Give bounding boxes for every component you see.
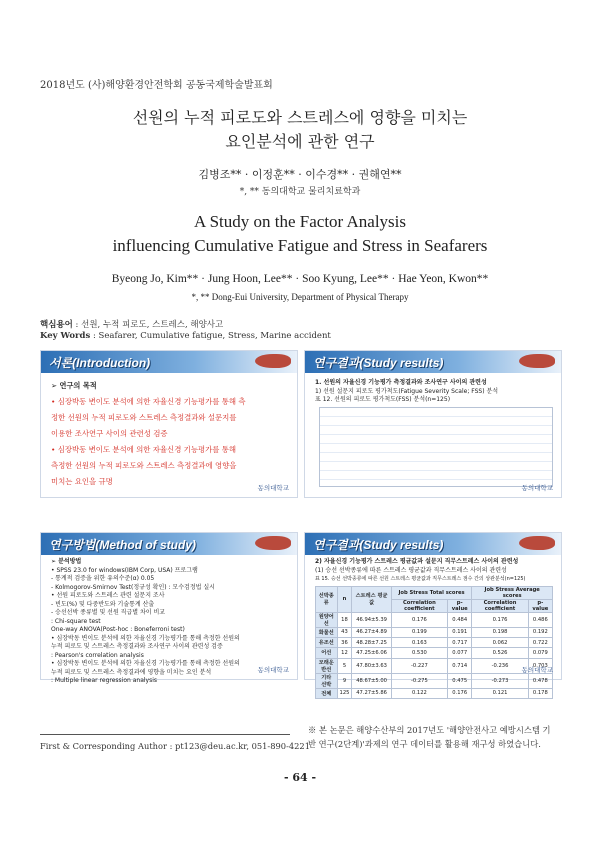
table-cell: 0.703: [528, 658, 552, 673]
method-line: ➢ 분석방법: [51, 558, 82, 565]
corresponding-author: First & Corresponding Author : pt123@deu.ac.kr, 051-890-4221: [40, 741, 310, 751]
table-row: [316, 627, 553, 637]
method-line: 누적 피로도 및 스트레스 측정결과와 조사연구 사이의 관련성 검증: [51, 643, 223, 650]
table-header: n: [337, 586, 352, 612]
table-cell: 0.198: [472, 627, 528, 637]
table-cell: 125: [337, 688, 352, 698]
intro-line: 미치는 요인을 규명: [51, 477, 113, 486]
fish-icon: [255, 354, 291, 368]
table-cell: 0.526: [472, 648, 528, 658]
table-cell: 48.67±5.00: [352, 673, 391, 688]
table-cell: 0.062: [472, 637, 528, 647]
method-line: One-way ANOVA(Post-hoc : Boneferroni test): [51, 626, 185, 633]
table-cell: 유조선: [316, 637, 338, 647]
method-line: - Kolmogorov-Smirnov Test(정규성 확인) : 모수검정법 실시: [51, 583, 215, 591]
intro-line: • 심장박동 변이도 분석에 의한 자율신경 기능평가를 통해: [51, 445, 237, 454]
table-cell: 48.28±7.25: [352, 637, 391, 647]
table-cell: 36: [337, 637, 352, 647]
table-row: [316, 673, 553, 688]
table-cell: 5: [337, 658, 352, 673]
table-cell: -0.236: [472, 658, 528, 673]
english-affiliation: *, ** Dong-Eui University, Department of Physical Therapy: [191, 292, 409, 302]
intro-line: 측정한 선원의 누적 피로도와 스트레스 측정결과에 영향을: [51, 461, 237, 470]
table-cell: 0.122: [391, 688, 447, 698]
method-line: : Multiple linear regression analysis: [51, 677, 158, 684]
method-line: - 빈도(%) 및 다중반도와 기술통계 산출: [51, 600, 155, 608]
funding-note: ※ 본 논문은 해양수산부의 2017년도 '해양안전사고 예방시스템 기반 연구(2단계)'과제의 연구 데이터를 활용해 재구성 하였습니다.: [308, 725, 551, 749]
slide-results-2: [304, 532, 562, 697]
table-subheader: Correlation coefficient: [391, 599, 447, 612]
slide-heading: ➢ 연구의 목적: [51, 381, 97, 390]
results2-line1: 2) 자율신경 기능평가 스트레스 평균값과 설문지 직무스트레스 사이의 관련성: [315, 558, 519, 565]
table-cell: 0.176: [391, 612, 447, 627]
table-cell: 0.484: [448, 612, 472, 627]
table-subheader: Correlation coefficient: [472, 599, 528, 612]
korean-title-line2: 요인분석에 관한 연구: [225, 132, 375, 151]
results2-line2: (1) 승선 선박종류에 따른 스트레스 평균값과 직무스트레스 사이의 관련성: [315, 566, 507, 574]
english-title-line2: influencing Cumulative Fatigue and Stress in Seafarers: [112, 236, 488, 255]
table-cell: 46.27±4.89: [352, 627, 391, 637]
table-cell: 0.178: [528, 688, 552, 698]
table-cell: 0.478: [528, 673, 552, 688]
table-cell: 0.077: [448, 648, 472, 658]
university-logo: 동의대학교: [521, 667, 553, 674]
table-cell: 0.530: [391, 648, 447, 658]
table-cell: 0.714: [448, 658, 472, 673]
table-header: 선박종류: [316, 586, 338, 612]
table-header-row: [316, 586, 553, 599]
fss-table: [319, 407, 553, 487]
table-cell: 12: [337, 648, 352, 658]
table-cell: 0.722: [528, 637, 552, 647]
table-cell: 0.163: [391, 637, 447, 647]
fish-icon: [519, 536, 555, 550]
table-cell: 어선: [316, 648, 338, 658]
keywords-ko-label: 핵심용어: [40, 320, 73, 330]
table-cell: -0.275: [391, 673, 447, 688]
slide-title: 연구방법(Method of study): [49, 538, 197, 552]
university-logo: 동의대학교: [257, 667, 289, 674]
table-row: [316, 637, 553, 647]
page-number: - 64 -: [283, 771, 317, 784]
table-cell: 47.25±6.06: [352, 648, 391, 658]
table-cell: 0.079: [528, 648, 552, 658]
table-cell: 0.121: [472, 688, 528, 698]
table-cell: 원양어선: [316, 612, 338, 627]
slide-body: [51, 558, 291, 686]
results1-line2: 1) 선원 설문지 피로도 평가척도(Fatigue Severity Scale; FSS) 분석: [315, 387, 499, 395]
keywords-en-label: Key Words: [40, 331, 91, 341]
slide-introduction: [40, 350, 298, 498]
table-header: Job Stress Total scores: [391, 586, 472, 599]
method-line: • 심장박동 변이도 분석에 의한 자율신경 기능평가를 통해 측정한 선원의: [51, 660, 240, 667]
table-cell: 43: [337, 627, 352, 637]
method-line: : Chi-square test: [51, 617, 101, 625]
method-line: : Pearson's correlation analysis: [51, 651, 144, 659]
keywords-en-text: : Seafarer, Cumulative fatigue, Stress, Marine accident: [90, 331, 331, 341]
table-cell: 46.94±5.39: [352, 612, 391, 627]
table-cell: 기타 선박: [316, 673, 338, 688]
table-header: Job Stress Average scores: [472, 586, 553, 599]
university-logo: 동의대학교: [521, 485, 553, 492]
table-row: [316, 658, 553, 673]
footnote-divider: [40, 734, 290, 735]
table-cell: 0.176: [472, 612, 528, 627]
intro-line: 정한 선원의 누적 피로도와 스트레스 측정결과와 설문지를: [51, 413, 237, 422]
slide-body: [51, 381, 291, 490]
table-cell: 0.192: [528, 627, 552, 637]
method-line: • 심장박동 변이도 분석에 의한 자율신경 기능평가를 통해 측정한 선원의: [51, 634, 240, 642]
conference-header: 2018년도 (사)해양환경안전학회 공동국제학술발표회: [40, 80, 273, 91]
table-subheader: p-value: [448, 599, 472, 612]
table-cell: 47.80±3.63: [352, 658, 391, 673]
keywords-ko-text: : 선원, 누적 피로도, 스트레스, 해양사고: [72, 320, 224, 330]
method-line: • SPSS 23.0 for windows(IBM Corp, USA) 프로그램: [51, 566, 198, 574]
table-cell: 0.486: [528, 612, 552, 627]
fish-icon: [519, 354, 555, 368]
university-logo: 동의대학교: [257, 485, 289, 492]
table-row: [316, 688, 553, 698]
stress-correlation-table: [315, 586, 553, 700]
slide-title: 연구결과(Study results): [313, 538, 444, 552]
table-row: [316, 612, 553, 627]
table-row: [316, 648, 553, 658]
slide-body: [315, 558, 555, 699]
intro-line: • 심장박동 변이도 분석에 의한 자율신경 기능평가를 통해 측: [51, 397, 246, 406]
results2-line3: 표 15. 승선 선박종류에 따른 선원 스트레스 평균값과 직무스트레스 점수 간의 상관분석(n=125): [315, 576, 526, 582]
slide-title: 연구결과(Study results): [313, 356, 444, 370]
intro-line: 이용한 조사연구 사이의 관련성 검증: [51, 429, 168, 438]
results1-line1: 1. 선원의 자율신경 기능평가 측정결과와 조사연구 사이의 관련성: [315, 379, 487, 386]
table-subheader: p-value: [528, 599, 552, 612]
method-line: - 통계적 검증을 위한 유의수준(α) 0.05: [51, 575, 155, 582]
table-cell: -0.273: [472, 673, 528, 688]
table-cell: 18: [337, 612, 352, 627]
table-cell: -0.227: [391, 658, 447, 673]
method-line: • 선원 피로도와 스트레스 관련 설문지 조사: [51, 592, 165, 599]
table-cell: 0.717: [448, 637, 472, 647]
korean-affiliation: *, ** 동의대학교 물리치료학과: [239, 187, 361, 197]
table-header: 스트레스 평균값: [352, 586, 391, 612]
table-cell: 0.475: [448, 673, 472, 688]
korean-authors: 김병조** · 이정훈** · 이수경** · 권해연**: [198, 168, 402, 181]
korean-title-line1: 선원의 누적 피로도와 스트레스에 영향을 미치는: [132, 108, 468, 127]
slide-body: [315, 379, 555, 405]
method-line: 누적 피로도 및 스트레스 측정결과에 영향을 미치는 요인 분석: [51, 668, 212, 676]
table-cell: 0.199: [391, 627, 447, 637]
slide-method: [40, 532, 298, 684]
english-keywords: [40, 331, 331, 341]
korean-keywords: [40, 318, 223, 330]
table-cell: 화물선: [316, 627, 338, 637]
table-cell: 47.27±5.86: [352, 688, 391, 698]
results1-line3: 표 12. 선원의 피로도 평가척도(FSS) 분석(n=125): [315, 396, 451, 403]
english-title-line1: A Study on the Factor Analysis: [193, 212, 407, 231]
slide-results-1: [304, 350, 562, 498]
table-cell: 모래운반선: [316, 658, 338, 673]
table-cell: 전체: [316, 688, 338, 698]
table-cell: 9: [337, 673, 352, 688]
fish-icon: [255, 536, 291, 550]
method-line: - 승선선박 종류별 및 선원 직급별 차이 비교: [51, 609, 166, 616]
english-authors: Byeong Jo, Kim** · Jung Hoon, Lee** · Soo Kyung, Lee** · Hae Yeon, Kwon**: [111, 273, 489, 285]
slide-title: 서론(Introduction): [49, 356, 151, 370]
table-cell: 0.191: [448, 627, 472, 637]
table-body: [316, 612, 553, 699]
table-cell: 0.176: [448, 688, 472, 698]
